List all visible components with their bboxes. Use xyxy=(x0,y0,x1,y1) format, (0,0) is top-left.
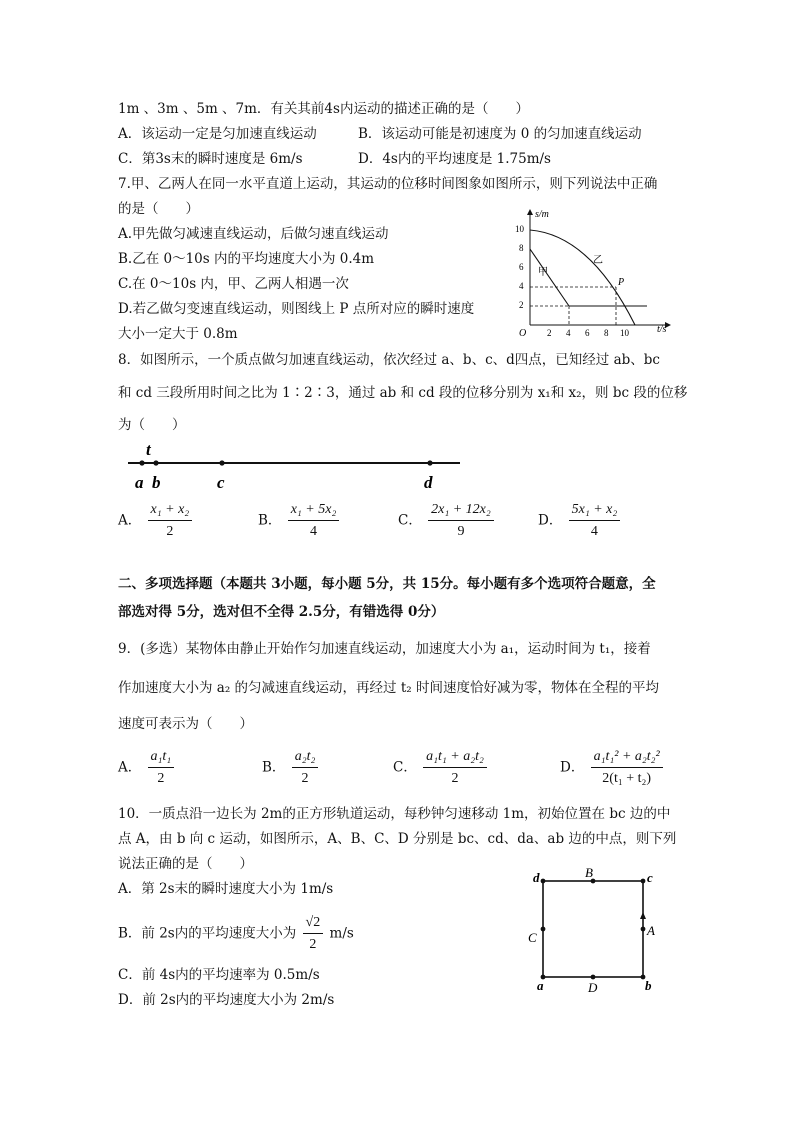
denominator: 2 xyxy=(166,524,174,539)
curve-yi-label: 乙 xyxy=(593,255,603,266)
label-d: d xyxy=(424,473,433,492)
unit: m/s xyxy=(329,925,354,942)
q8-option-a xyxy=(118,502,194,540)
q10-option-d: D．前 2s内的平均速度大小为 2m/s xyxy=(118,992,335,1008)
x-tick: 8 xyxy=(604,328,609,338)
q6-option-b: B．该运动可能是初速度为 0 的匀加速直线运动 xyxy=(358,126,642,142)
y-tick: 2 xyxy=(519,300,524,310)
q8-stem-line3: 为（ ） xyxy=(118,417,186,433)
q7-option-a: A.甲先做匀减速直线运动，后做匀速直线运动 xyxy=(118,226,389,242)
q8-stem-line2: 和 cd 三段所用时间之比为 1∶2∶3，通过 ab 和 cd 段的位移分别为 x₁和 x₂，则 bc 段的位移 xyxy=(118,385,688,401)
q8-option-c xyxy=(398,502,496,540)
x-tick: 6 xyxy=(585,328,590,338)
x-tick: 2 xyxy=(547,328,552,338)
q10-option-c: C．前 4s内的平均速率为 0.5m/s xyxy=(118,967,320,983)
option-label: C． xyxy=(398,512,422,529)
fraction xyxy=(591,749,663,787)
q8-option-d xyxy=(538,502,622,540)
denominator: 4 xyxy=(310,524,318,539)
q9-option-c xyxy=(393,749,489,787)
mid-D xyxy=(591,975,596,980)
option-label: B． xyxy=(258,512,282,529)
point-b xyxy=(153,460,158,465)
numerator: 2x₁ + 12x₂ xyxy=(428,502,494,521)
point-c xyxy=(219,460,224,465)
q8-option-b xyxy=(258,502,341,540)
label-D: D xyxy=(588,980,598,992)
denominator: 2 xyxy=(309,937,317,952)
q9-stem-line2: 作加速度大小为 a₂ 的匀减速直线运动，再经过 t₂ 时间速度恰好减为零，物体在全程的平均 xyxy=(118,680,659,696)
sqrt-value: √2 xyxy=(305,915,321,930)
q7-option-c: C.在 0～10s 内，甲、乙两人相遇一次 xyxy=(118,276,349,292)
denominator: 9 xyxy=(457,524,465,539)
fraction xyxy=(428,502,494,540)
curve-jia xyxy=(530,249,569,306)
q6-stem: 1m 、3m 、5m 、7m．有关其前4s内运动的描述正确的是（ ） xyxy=(118,101,529,117)
label-a: a xyxy=(135,473,144,492)
label-c: c xyxy=(217,473,225,492)
q8-track-figure xyxy=(125,438,465,494)
numerator: a₂t₂ xyxy=(292,749,319,768)
q9-stem-line3: 速度可表示为（ ） xyxy=(118,716,253,732)
square-track xyxy=(543,881,643,977)
q8-stem-line1: 8．如图所示，一个质点做匀加速直线运动，依次经过 a、b、c、d四点，已知经过 ab、bc xyxy=(118,352,660,368)
label-c: c xyxy=(647,870,653,885)
point-a xyxy=(139,460,144,465)
y-tick: 4 xyxy=(519,281,524,291)
numerator xyxy=(303,915,324,934)
option-label: A． xyxy=(118,759,142,776)
q9-option-d xyxy=(560,749,665,787)
numerator: 5x₁ + x₂ xyxy=(569,502,621,521)
q10-stem-line3: 说法正确的是（ ） xyxy=(118,856,253,872)
q9-option-b xyxy=(262,749,320,787)
corner-d xyxy=(541,879,546,884)
option-label: D． xyxy=(538,512,563,529)
corner-c xyxy=(641,879,646,884)
y-tick: 8 xyxy=(519,243,524,253)
y-tick: 10 xyxy=(515,224,524,234)
x-axis-label: t/s xyxy=(657,324,667,335)
fraction xyxy=(148,749,175,787)
option-text: B．前 2s内的平均速度大小为 xyxy=(118,925,297,942)
numerator: a₁t₁ xyxy=(148,749,175,768)
q7-option-d-line1: D.若乙做匀变速直线运动，则图线上 P 点所对应的瞬时速度 xyxy=(118,301,475,317)
fraction xyxy=(423,749,487,787)
denominator: 2 xyxy=(451,771,459,786)
q9-option-a xyxy=(118,749,176,787)
numerator: a₁t₁² + a₂t₂² xyxy=(591,749,663,768)
q7-option-d-line2: 大小一定大于 0.8m xyxy=(118,326,238,342)
point-d xyxy=(427,460,432,465)
label-a: a xyxy=(537,978,544,992)
q7-st-graph xyxy=(505,205,680,340)
fraction xyxy=(292,749,319,787)
section2-heading-line1: 二、多项选择题（本题共 3小题，每小题 5分，共 15分。每小题有多个选项符合题意，全 xyxy=(118,576,656,592)
origin-label: O xyxy=(519,328,527,339)
q10-option-b xyxy=(118,915,354,953)
q6-option-c: C．第3s末的瞬时速度是 6m/s xyxy=(118,151,303,167)
denominator: 2 xyxy=(301,771,309,786)
label-b: b xyxy=(645,978,652,992)
numerator: a₁t₁ + a₂t₂ xyxy=(423,749,487,768)
point-p-label: P xyxy=(618,277,625,288)
x-tick: 10 xyxy=(620,328,629,338)
q10-stem-line1: 10．一质点沿一边长为 2m的正方形轨道运动，每秒钟匀速移动 1m，初始位置在 bc 边的中 xyxy=(118,806,671,822)
fraction xyxy=(288,502,340,540)
q6-option-d: D．4s内的平均速度是 1.75m/s xyxy=(358,151,551,167)
option-label: C． xyxy=(393,759,417,776)
option-label: A． xyxy=(118,512,142,529)
q7-stem-line2: 的是（ ） xyxy=(118,201,199,217)
fraction xyxy=(303,915,324,953)
section2-heading-line2: 部选对得 5分，选对但不全得 2.5分，有错选得 0分） xyxy=(118,604,445,620)
numerator: x₁ + 5x₂ xyxy=(288,502,340,521)
label-C: C xyxy=(528,930,537,945)
label-t: t xyxy=(146,440,151,459)
mid-A xyxy=(641,927,646,932)
denominator: 4 xyxy=(590,524,598,539)
denominator: 2 xyxy=(157,771,165,786)
q10-option-a: A．第 2s末的瞬时速度大小为 1m/s xyxy=(118,881,334,897)
direction-arrow xyxy=(640,912,646,919)
label-d: d xyxy=(533,870,540,885)
option-label: D． xyxy=(560,759,585,776)
q10-square-figure xyxy=(525,862,670,992)
fraction xyxy=(569,502,621,540)
label-A: A xyxy=(647,923,655,938)
q7-stem-line1: 7.甲、乙两人在同一水平直道上运动，其运动的位移时间图象如图所示，则下列说法中正确 xyxy=(118,176,658,192)
y-tick: 6 xyxy=(519,262,524,272)
fraction xyxy=(148,502,193,540)
option-label: B． xyxy=(262,759,286,776)
q9-stem-line1: 9．(多选）某物体由静止开始作匀加速直线运动，加速度大小为 a₁，运动时间为 t₁，接着 xyxy=(118,641,651,657)
mid-C xyxy=(541,927,546,932)
denominator: 2(t₁ + t₂) xyxy=(602,771,652,786)
label-B: B xyxy=(585,865,593,880)
label-b: b xyxy=(152,473,161,492)
q10-stem-line2: 点 A，由 b 向 c 运动，如图所示，A、B、C、D 分别是 bc、cd、da、ab 边的中点，则下列 xyxy=(118,831,677,847)
y-axis-label: s/m xyxy=(535,209,549,220)
q7-option-b: B.乙在 0～10s 内的平均速度大小为 0.4m xyxy=(118,251,375,267)
numerator: x₁ + x₂ xyxy=(148,502,193,521)
x-tick: 4 xyxy=(566,328,571,338)
q6-option-a: A．该运动一定是匀加速直线运动 xyxy=(118,126,317,142)
curve-jia-label: 甲 xyxy=(538,267,548,278)
